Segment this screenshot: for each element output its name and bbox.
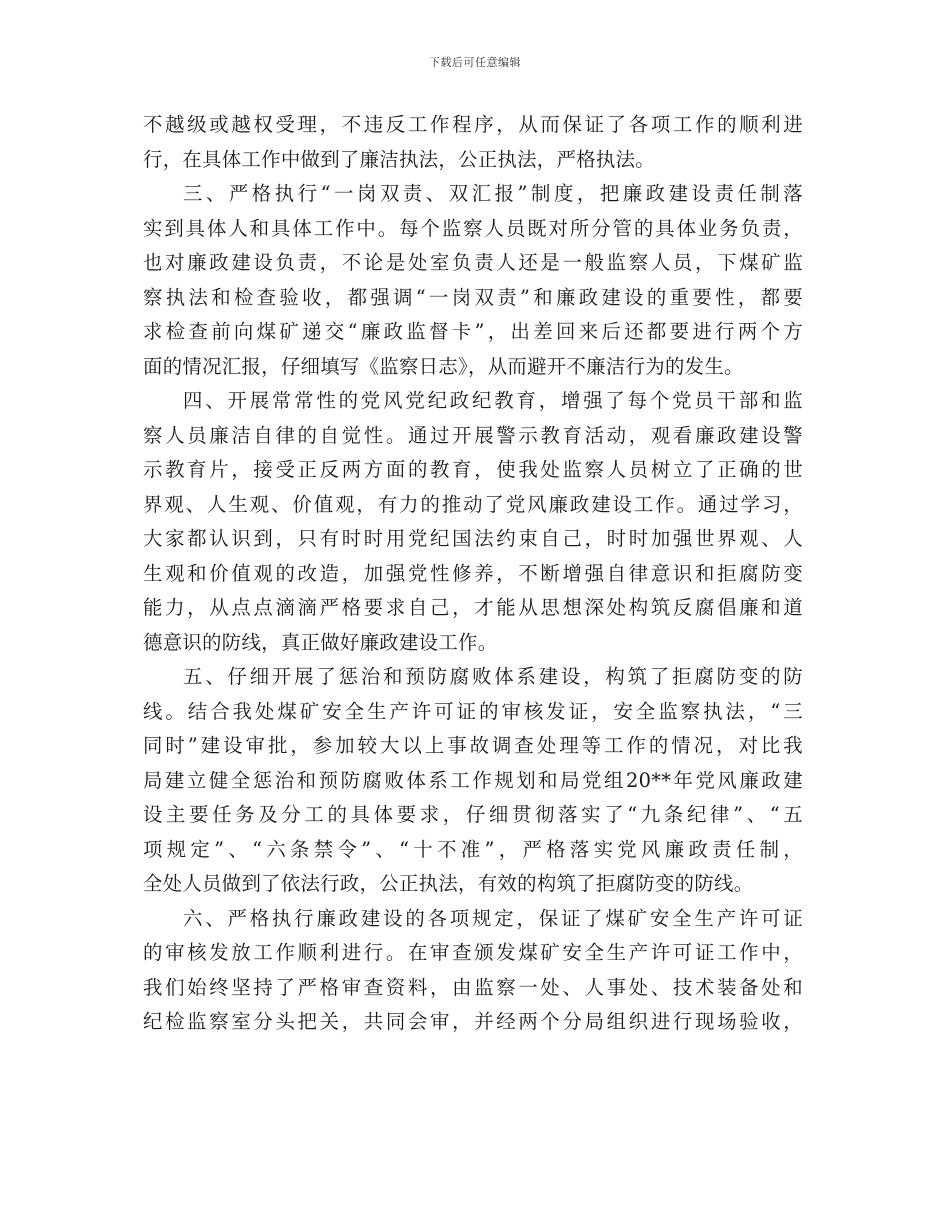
document-body xyxy=(143,108,803,1040)
text-line: 也对廉政建设负责，不论是处室负责人还是一般监察人员，下煤矿监 xyxy=(143,251,803,274)
text-line: 全处人员做到了依法行政，公正执法，有效的构筑了拒腐防变的防线。 xyxy=(143,872,754,895)
text-line: 实到具体人和具体工作中。每个监察人员既对所分管的具体业务负责， xyxy=(143,216,803,240)
text-line: 六、严格执行廉政建设的各项规定，保证了煤矿安全生产许可证 xyxy=(183,906,803,930)
text-line: 生观和价值观的改造，加强党性修养，不断增强自律意识和拒腐防变 xyxy=(143,561,803,585)
text-line: 求检查前向煤矿递交“廉政监督卡”，出差回来后还都要进行两个方 xyxy=(143,320,803,343)
text-line: 线。结合我处煤矿安全生产许可证的审核发证，安全监察执法，“三 xyxy=(143,699,803,723)
text-line: 能力，从点点滴滴严格要求自己，才能从思想深处构筑反腐倡廉和道 xyxy=(143,596,803,619)
text-line: 面的情况汇报，仔细填写《监察日志》，从而避开不廉洁行为的发生。 xyxy=(143,354,744,378)
text-line: 察人员廉洁自律的自觉性。通过开展警示教育活动，观看廉政建设警 xyxy=(143,423,803,447)
text-line: 设主要任务及分工的具体要求，仔细贯彻落实了“九条纪律”、“五 xyxy=(143,803,803,826)
text-line: 项规定”、“六条禁令”、“十不准”，严格落实党风廉政责任制， xyxy=(143,837,803,861)
text-line: 的审核发放工作顺利进行。在审查颁发煤矿安全生产许可证工作中， xyxy=(143,941,803,964)
text-line: 行，在具体工作中做到了廉洁执法，公正执法，严格执法。 xyxy=(143,147,655,171)
page-header: 下载后可任意编辑 xyxy=(429,56,521,69)
text-line: 同时”建设审批，参加较大以上事故调查处理等工作的情况，对比我 xyxy=(143,734,803,757)
text-line: 不越级或越权受理，不违反工作程序，从而保证了各项工作的顺利进 xyxy=(143,113,803,136)
text-line: 五、仔细开展了惩治和预防腐败体系建设，构筑了拒腐防变的防 xyxy=(183,665,803,688)
text-line: 我们始终坚持了严格审查资料，由监察一处、人事处、技术装备处和 xyxy=(143,975,803,999)
text-line: 察执法和检查验收，都强调“一岗双责”和廉政建设的重要性，都要 xyxy=(143,285,803,309)
text-line: 界观、人生观、价值观，有力的推动了党风廉政建设工作。通过学习， xyxy=(143,492,803,516)
text-line: 三、严格执行“一岗双责、双汇报”制度，把廉政建设责任制落 xyxy=(183,182,803,205)
text-line: 示教育片，接受正反两方面的教育，使我处监察人员树立了正确的世 xyxy=(143,458,803,481)
text-line: 四、开展常常性的党风党纪政纪教育，增强了每个党员干部和监 xyxy=(183,389,803,412)
text-line: 大家都认识到，只有时时用党纪国法约束自己，时时加强世界观、人 xyxy=(143,527,803,550)
text-line: 德意识的防线，真正做好廉政建设工作。 xyxy=(143,630,498,654)
text-line: 纪检监察室分头把关，共同会审，并经两个分局组织进行现场验收， xyxy=(143,1010,803,1033)
text-line: 局建立健全惩治和预防腐败体系工作规划和局党组20**年党风廉政建 xyxy=(143,768,803,792)
